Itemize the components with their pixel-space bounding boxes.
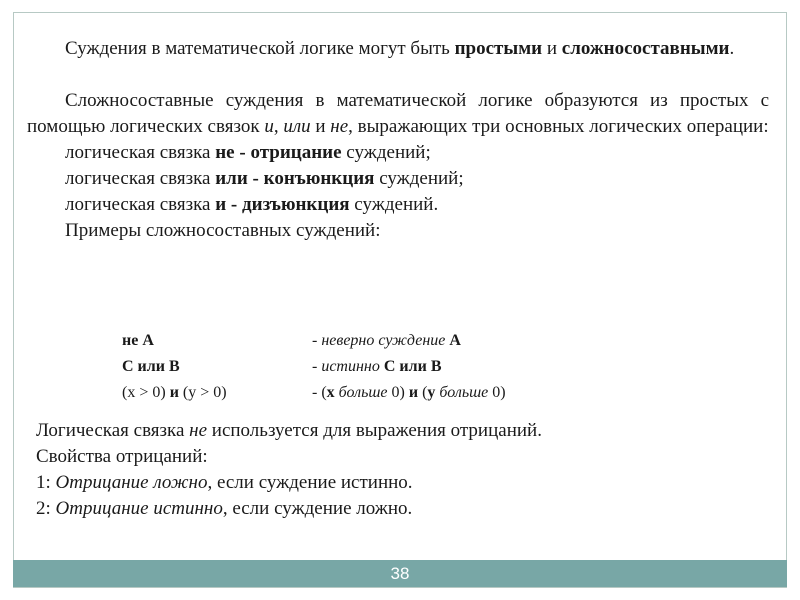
page-number: 38 — [390, 563, 410, 583]
definition-text: и — [310, 116, 331, 137]
definition-italic: и — [264, 116, 274, 137]
operation-line: логическая связка и - дизъюнкция суждений. — [65, 194, 439, 215]
negation-line: Логическая связка не используется для выражения отрицаний. — [36, 420, 542, 441]
footer-bar — [13, 560, 787, 587]
operation-line: логическая связка не - отрицание суждений; — [65, 142, 431, 163]
definition-text: , — [273, 116, 284, 137]
intro-text: и — [542, 38, 562, 59]
examples-table — [122, 328, 682, 406]
intro-text: Суждения в математической логике могут быть — [65, 38, 455, 59]
slide-content — [27, 36, 769, 244]
definition-paragraph — [27, 88, 769, 140]
negation-line: Свойства отрицаний: — [36, 446, 208, 467]
example-row: С или В - истинно С или В — [122, 358, 442, 375]
operation-line: логическая связка или - конъюнкция суждений; — [65, 168, 464, 189]
negation-section — [36, 418, 756, 522]
intro-bold-simple: простыми — [454, 38, 543, 59]
definition-text: Сложносоставные суждения в математической логике образуются из простых с помощью логических связок — [27, 90, 769, 137]
intro-bold-complex: сложносоставными — [561, 38, 730, 59]
example-row: не А - неверно суждение А — [122, 332, 461, 349]
example-row: (x > 0) и (y > 0) - (x больше 0) и (y больше 0) — [122, 384, 506, 401]
negation-line: 1: Отрицание ложно, если суждение истинно. — [36, 472, 413, 493]
intro-paragraph — [27, 36, 769, 62]
negation-line: 2: Отрицание истинно, если суждение ложно. — [36, 498, 413, 519]
definition-italic: не — [330, 116, 349, 137]
definition-text: , выражающих три основных логических операции: — [348, 116, 769, 137]
examples-title: Примеры сложносоставных суждений: — [65, 220, 381, 241]
intro-text: . — [729, 38, 735, 59]
definition-italic: или — [283, 116, 311, 137]
